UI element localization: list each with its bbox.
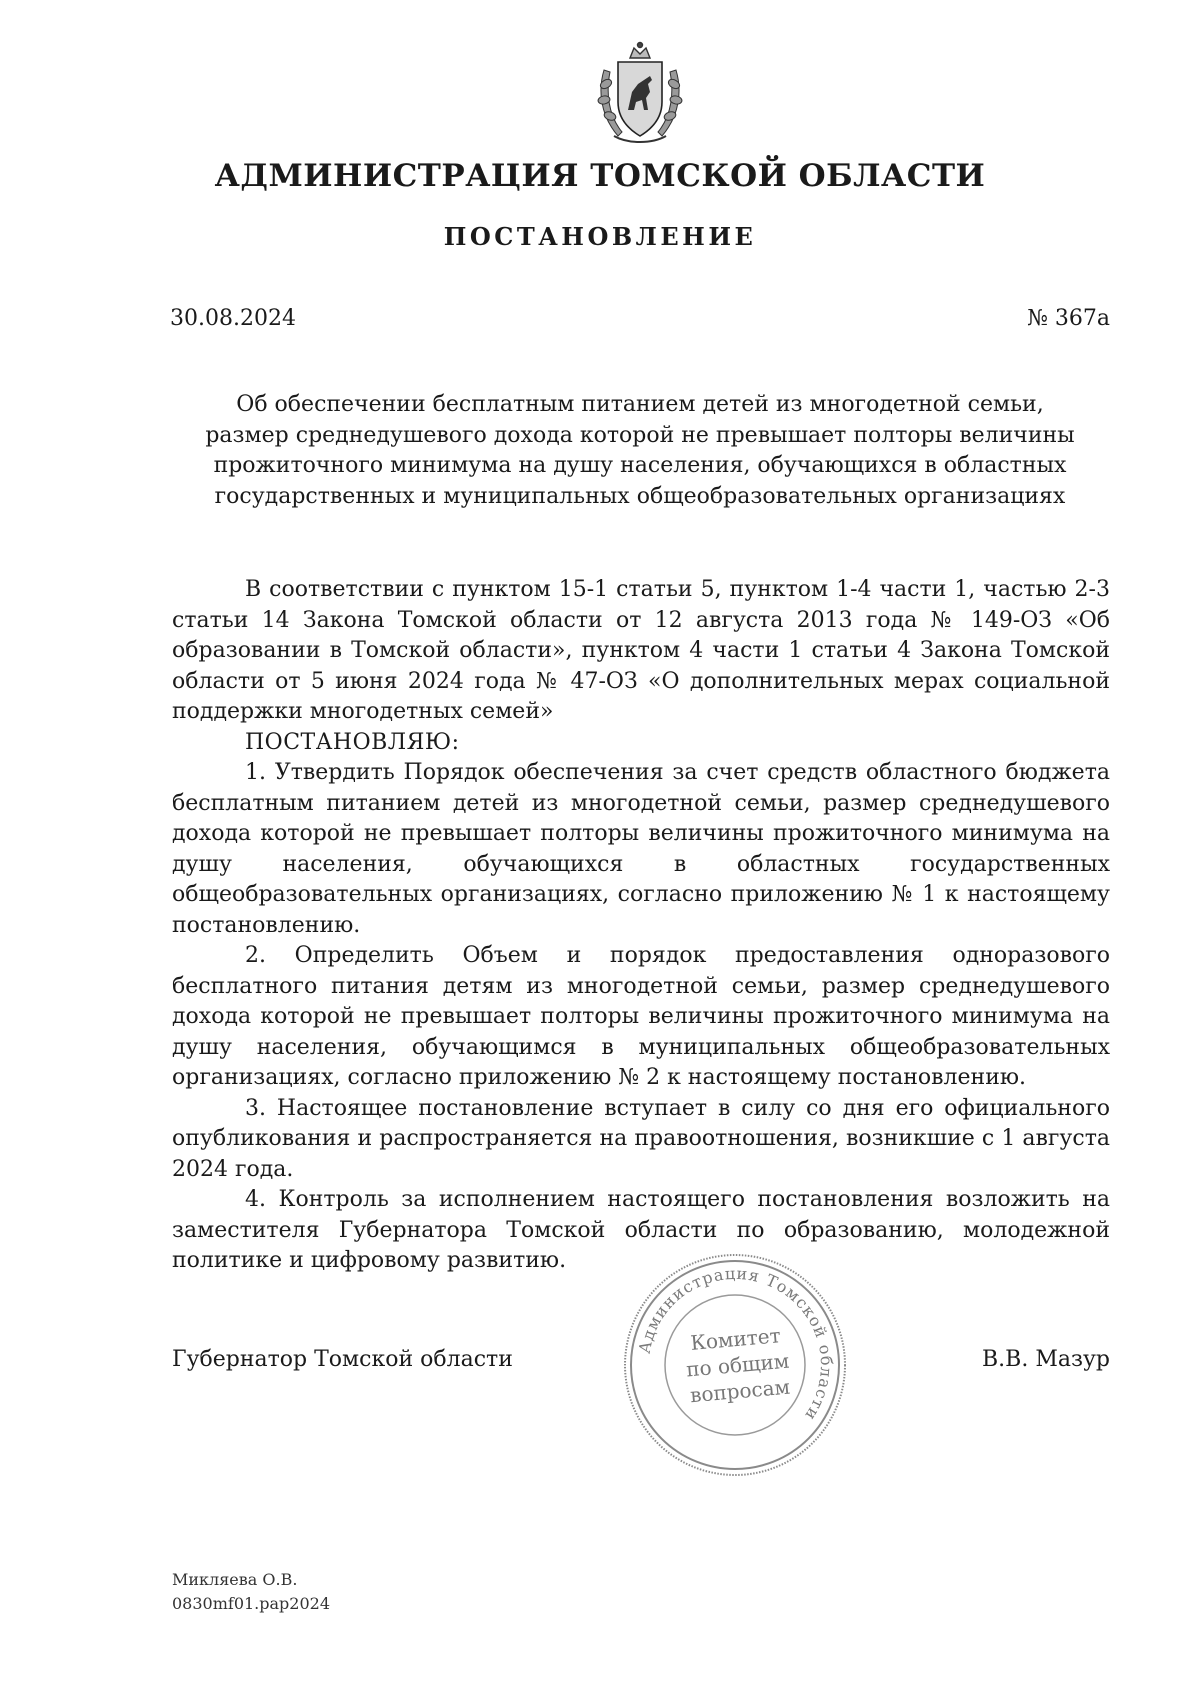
official-stamp: [620, 1250, 850, 1480]
document-number: № 367а: [1027, 306, 1110, 331]
body-item-4: 4. Контроль за исполнением настоящего постановления возложить на заместителя Губернатора Томской области по образованию, молодежной политике и цифровому развитию.: [172, 1187, 1110, 1273]
signatory-position: Губернатор Томской области: [172, 1347, 513, 1372]
decree-word: ПОСТАНОВЛЯЮ:: [245, 729, 460, 755]
preamble-paragraph: В соответствии с пунктом 15-1 статьи 5, пунктом 1-4 части 1, частью 2-3 статьи 14 Закона Томской области от 12 августа 2013 года № 149-ОЗ «Об образовании в Томской области», пунктом 4 части 1 статьи 4 Закона Томской области от 5 июня 2024 года № 47-ОЗ «О дополнительных мерах социальной поддержки многодетных семей»: [172, 577, 1110, 724]
title-line: Об обеспечении бесплатным питанием детей из многодетной семьи,: [236, 392, 1044, 417]
coat-of-arms-emblem: [588, 40, 692, 148]
stamp-ring-text: Администрация Томской области: [634, 1263, 837, 1425]
title-line: государственных и муниципальных общеобразовательных организациях: [214, 483, 1066, 509]
signatory-name: В.В. Мазур: [982, 1347, 1110, 1372]
body-item-2: 2. Определить Объем и порядок предоставления одноразового бесплатного питания детям из многодетной семьи, размер среднедушевого дохода которой не превышает полторы величины прожиточного минимума на душу населения, обучающимся в муниципальных общеобразовательных организациях, согласно приложению № 2 к настоящему постановлению.: [172, 943, 1110, 1090]
document-type: ПОСТАНОВЛЕНИЕ: [443, 222, 757, 251]
title-line: размер среднедушевого дохода которой не превышает полторы величины: [205, 422, 1075, 448]
author-file-code: 0830mf01.pap2024: [172, 1594, 330, 1613]
document-body: [172, 575, 1110, 1277]
organization-name: АДМИНИСТРАЦИЯ ТОМСКОЙ ОБЛАСТИ: [214, 158, 986, 194]
author-name: Микляева О.В.: [172, 1570, 298, 1589]
document-date: 30.08.2024: [170, 306, 296, 331]
body-item-1: 1. Утвердить Порядок обеспечения за счет средств областного бюджета бесплатным питанием детей из многодетной семьи, размер среднедушевого дохода которой не превышает полторы величины прожиточного минимума на душу населения, обучающихся в областных государственных общеобразовательных организациях, согласно приложению № 1 к настоящему постановлению.: [172, 760, 1110, 938]
author-note: [172, 1568, 330, 1616]
title-line: прожиточного минимума на душу населения, обучающихся в областных: [213, 453, 1067, 478]
body-item-3: 3. Настоящее постановление вступает в силу со дня его официального опубликования и распространяется на правоотношения, возникшие с 1 августа 2024 года.: [172, 1095, 1110, 1182]
document-title: [160, 390, 1120, 512]
stamp-center-line: по общим: [685, 1348, 791, 1382]
stamp-center-line: вопросам: [689, 1374, 791, 1408]
stamp-center-line: Комитет: [689, 1323, 782, 1356]
